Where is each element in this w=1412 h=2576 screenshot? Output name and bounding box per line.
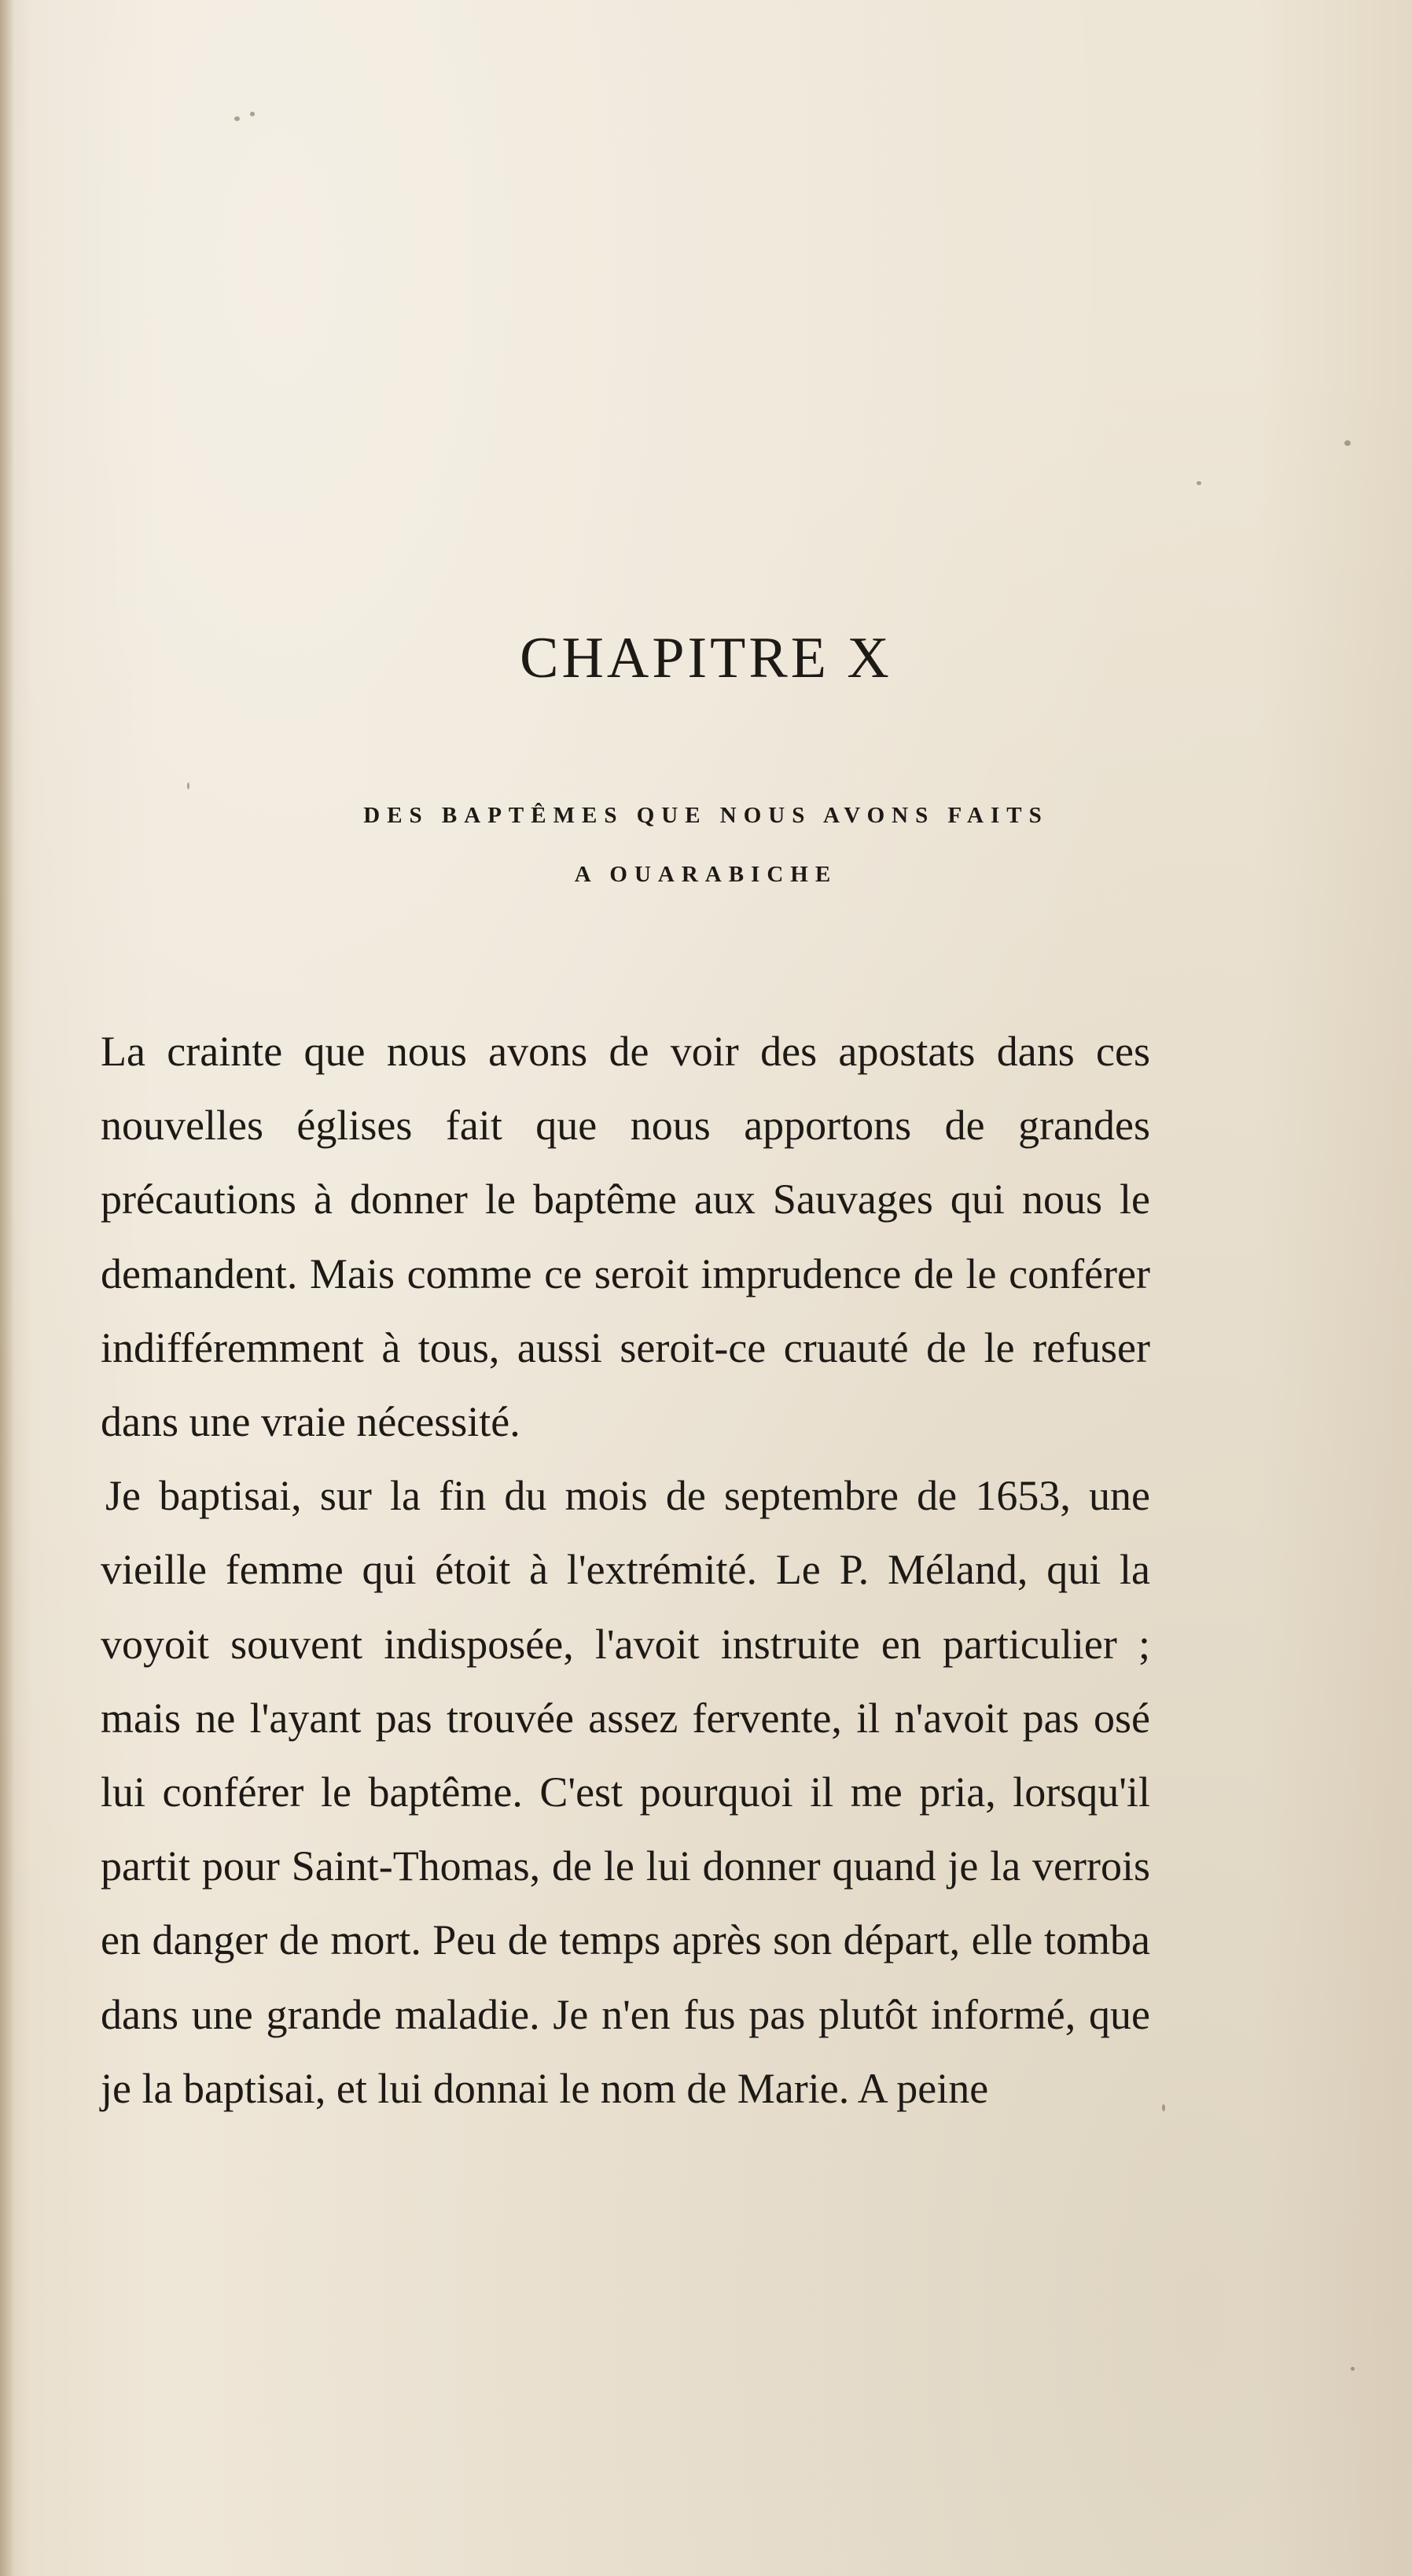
chapter-subtitle-line-2: A OUARABICHE (574, 862, 838, 887)
paper-speck (1162, 2104, 1165, 2111)
body-text (101, 1014, 1150, 2125)
paragraph-2: Je baptisai, sur la fin du mois de septembre de 1653, une vieille femme qui étoit à l'extrémité. Le P. Méland, qui la voyoit souvent indisposée, l'avoit instruite en particulier ; mais ne l'ayant pas trouvée assez fervente, il n'avoit pas osé lui conférer le baptême. C'est pourquoi il me pria, lorsqu'il partit pour Saint-Thomas, de le lui donner quand je la verrois en danger de mort. Peu de temps après son départ, elle tomba dans une grande maladie. Je n'en fus pas plutôt informé, que je la baptisai, et lui donnai le nom de Marie. A peine (101, 1472, 1150, 2112)
paper-speck (234, 116, 240, 121)
chapter-title: CHAPITRE X (520, 626, 892, 690)
paper-speck (1351, 2367, 1355, 2371)
paper-speck (1344, 440, 1351, 446)
paragraph-1: La crainte que nous avons de voir des apostats dans ces nouvelles églises fait que nous apportons de grandes précautions à donner le baptême aux Sauvages qui nous le demandent. Mais comme ce seroit imprudence de le conférer indifféremment à tous, aussi seroit-ce cruauté de le refuser dans une vraie nécessité. (101, 1028, 1150, 1446)
paper-speck (250, 112, 255, 116)
paper-speck (1197, 481, 1201, 485)
chapter-subtitle-line-1: DES BAPTÊMES QUE NOUS AVONS FAITS (363, 803, 1049, 828)
paper-speck (187, 782, 189, 789)
page-gutter-shadow (0, 0, 14, 2576)
